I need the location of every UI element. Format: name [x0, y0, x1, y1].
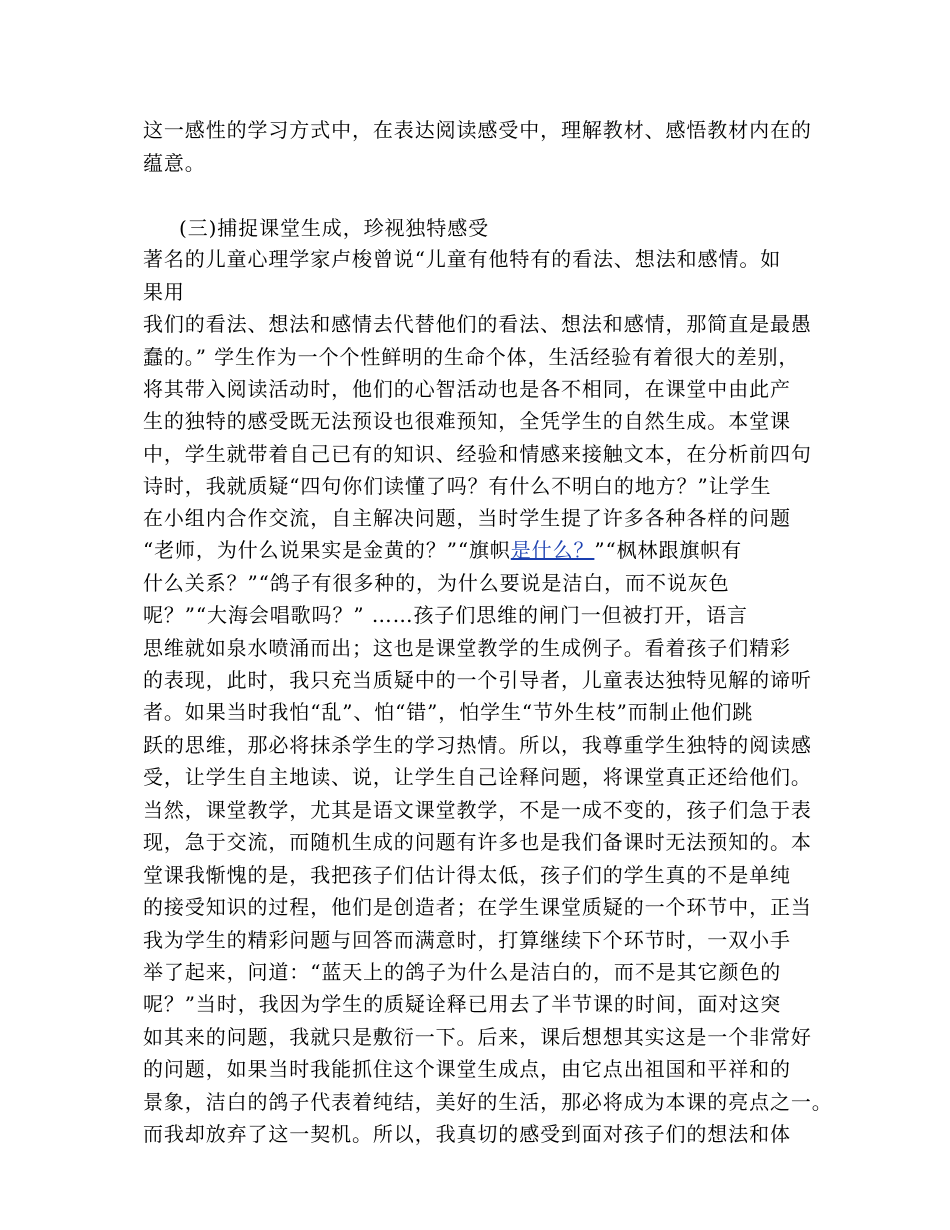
body-text-line: 诗时，我就质疑“四句你们读懂了吗？有什么不明白的地方？”让学生: [143, 474, 772, 498]
body-text-line: 当然，课堂教学，尤其是语文课堂教学，不是一成不变的，孩子们急于表: [143, 798, 812, 822]
body-text-line: 蠢的。” 学生作为一个个性鲜明的生命个体，生活经验有着很大的差别，: [143, 345, 800, 369]
body-text-line: 在小组内合作交流，自主解决问题，当时学生提了许多各种各样的问题: [143, 506, 791, 530]
body-text-line: 堂课我惭愧的是，我把孩子们估计得太低，孩子们的学生真的不是单纯: [143, 863, 791, 887]
body-text-line: 现，急于交流，而随机生成的问题有许多也是我们备课时无法预知的。本: [143, 830, 812, 854]
body-text-line: 的接受知识的过程，他们是创造者；在学生课堂质疑的一个环节中，正当: [143, 895, 812, 919]
body-text-line: 如其来的问题，我就只是敷衍一下。后来，课后想想其实这是一个非常好: [143, 1025, 812, 1049]
body-text-line: 将其带入阅读活动时，他们的心智活动也是各不相同，在课堂中由此产: [143, 377, 791, 401]
body-text-line: 中，学生就带着自己已有的知识、经验和情感来接触文本，在分析前四句: [143, 442, 812, 466]
body-text-line: 受，让学生自主地读、说，让学生自己诠释问题，将课堂真正还给他们。: [143, 765, 812, 789]
body-text-line: 我为学生的精彩问题与回答而满意时，打算继续下个环节时，一双小手: [143, 928, 791, 952]
text-run: “老师，为什么说果实是金黄的？”“旗帜: [143, 538, 511, 562]
body-text-line: 呢？”当时，我因为学生的质疑诠释已用去了半节课的时间，面对这突: [143, 992, 782, 1016]
body-text-line: 什么关系？”“鸽子有很多种的，为什么要说是洁白，而不说灰色: [143, 571, 730, 595]
body-text-line: 著名的儿童心理学家卢梭曾说“儿童有他特有的看法、想法和感情。如: [143, 247, 782, 271]
section-heading: (三)捕捉课堂生成，珍视独特感受: [179, 216, 490, 240]
body-text-line: 我们的看法、想法和感情去代替他们的看法、想法和感情，那简直是最愚: [143, 312, 812, 336]
body-text-line: 而我却放弃了这一契机。所以，我真切的感受到面对孩子们的想法和体: [143, 1122, 791, 1146]
body-text-line: 生的独特的感受既无法预设也很难预知，全凭学生的自然生成。本堂课: [143, 409, 791, 433]
body-text-line: 的表现，此时，我只充当质疑中的一个引导者，儿童表达独特见解的谛听: [143, 668, 812, 692]
body-text-line: 举了起来，问道：“蓝天上的鸽子为什么是洁白的，而不是其它颜色的: [143, 960, 782, 984]
text-run: ”“枫林跟旗帜有: [594, 538, 743, 562]
hyperlink[interactable]: 是什么？: [510, 538, 595, 562]
body-text-line: 景象，洁白的鸽子代表着纯结，美好的生活，那必将成为本课的亮点之一。: [143, 1090, 833, 1114]
body-text-line: 者。如果当时我怕“乱”、怕“错”，怕学生“节外生枝”而制止他们跳: [143, 700, 754, 724]
body-text-line: [143, 536, 742, 564]
body-text-line: 蕴意。: [143, 151, 206, 175]
body-text-line: 这一感性的学习方式中，在表达阅读感受中，理解教材、感悟教材内在的: [143, 118, 812, 142]
body-text-line: 思维就如泉水喷涌而出；这也是课堂教学的生成例子。看着孩子们精彩: [143, 636, 791, 660]
body-text-line: 果用: [143, 280, 185, 304]
body-text-line: 跃的思维，那必将抹杀学生的学习热情。所以，我尊重学生独特的阅读感: [143, 733, 812, 757]
body-text-line: 呢？”“大海会唱歌吗？” ……孩子们思维的闸门一但被打开，语言: [143, 603, 748, 627]
body-text-line: 的问题，如果当时我能抓住这个课堂生成点，由它点出祖国和平祥和的: [143, 1057, 791, 1081]
